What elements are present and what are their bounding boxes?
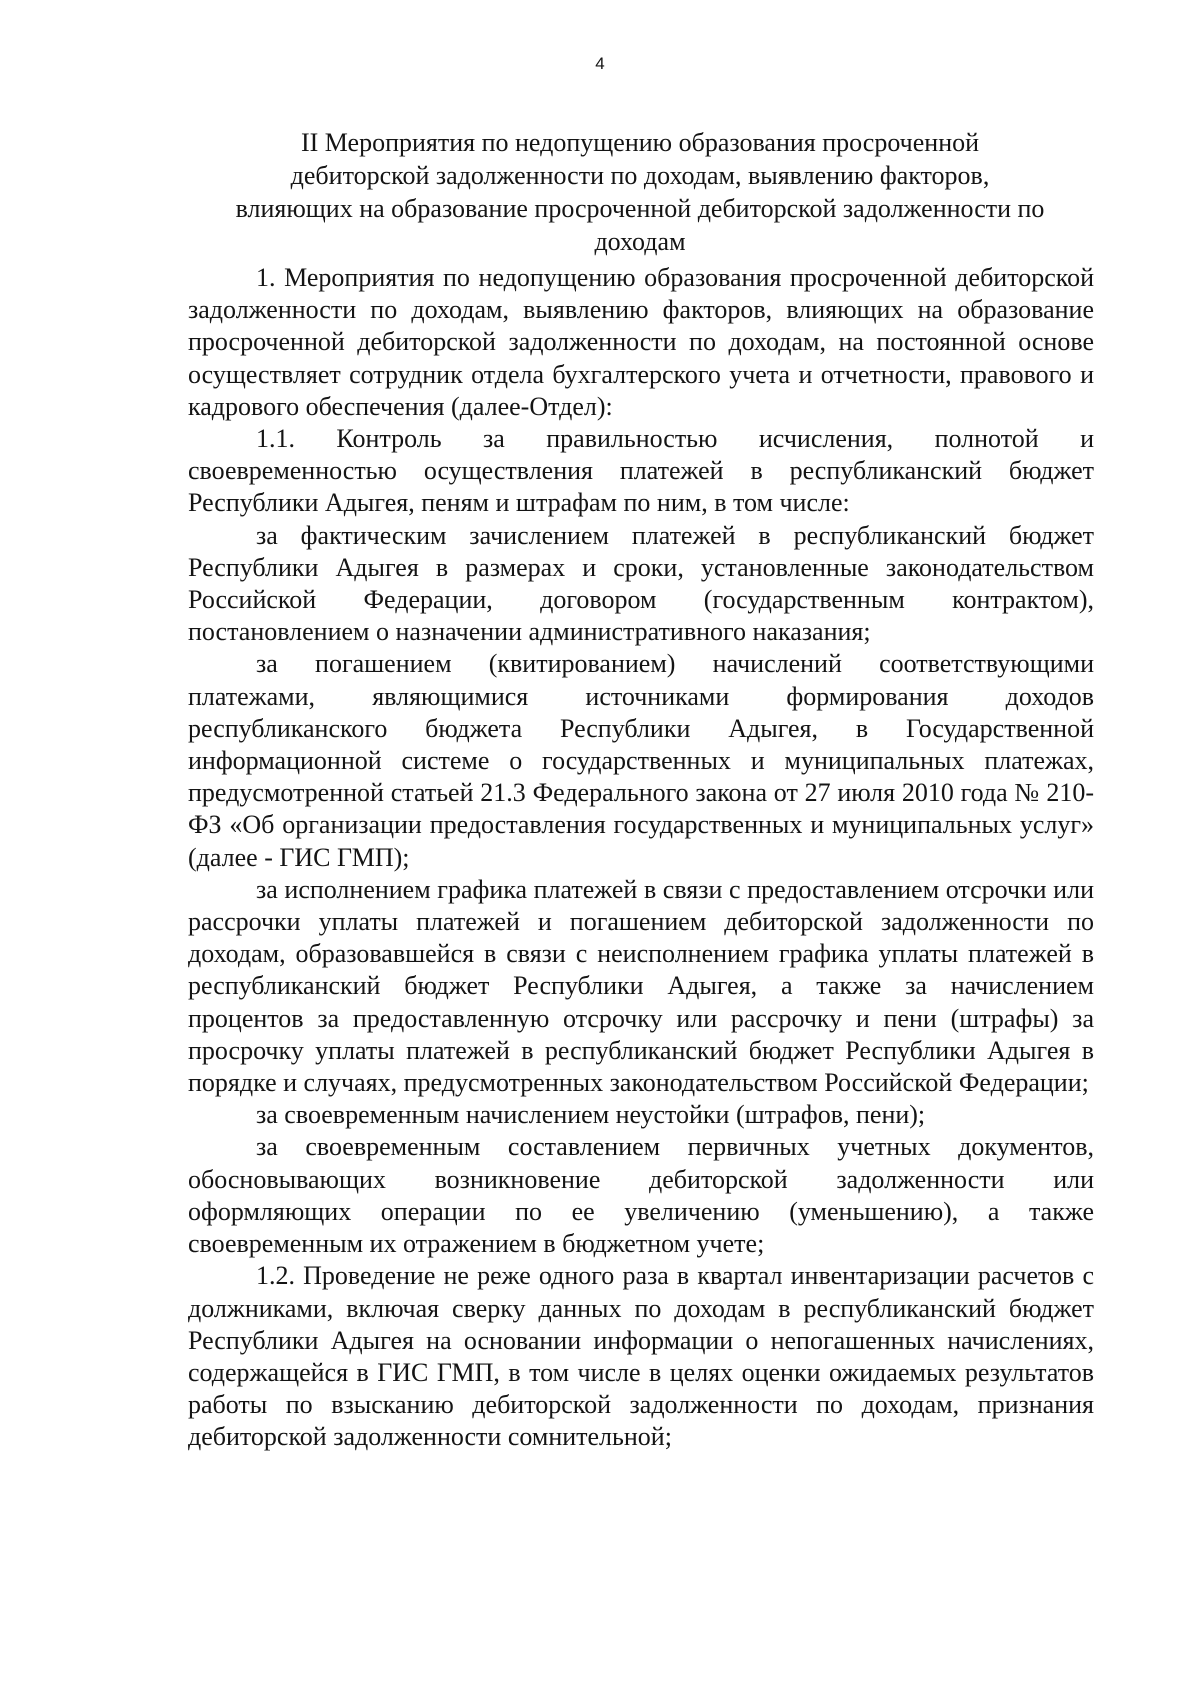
paragraph-penalties: за своевременным начислением неустойки (штрафов, пени); (256, 1100, 926, 1130)
section-title-line: II Мероприятия по недопущению образования просроченной (300, 128, 980, 157)
paragraph-item-1-2: 1.2. Проведение не реже одного раза в квартал инвентаризации расчетов с должниками, включая сверку данных по доходам в республиканский бюджет Республики Адыгея на основании информации о непогашенных начислениях, содержащейся в ГИС ГМП, в том числе в целях оценки ожидаемых результатов работы по взысканию дебиторской задолженности по доходам, признания дебиторской задолженности сомнительной; (188, 1261, 1094, 1452)
paragraph-repayment-gis-gmp: за погашением (квитированием) начислений соответствующими платежами, являющимися источниками формирования доходов республиканского бюджета Республики Адыгея, в Государственной информационной системе о государственных и муниципальных платежах, предусмотренной статьей 21.3 Федерального закона от 27 июля 2010 года № 210-ФЗ «Об организации предоставления государственных и муниципальных услуг» (далее - ГИС ГМП); (188, 649, 1094, 872)
paragraph-item-1: 1. Мероприятия по недопущению образования просроченной дебиторской задолженности по доходам, выявлению факторов, влияющих на образование просроченной дебиторской задолженности по доходам, на постоянной основе осуществляет сотрудник отдела бухгалтерского учета и отчетности, правового и кадрового обеспечения (далее-Отдел): (188, 263, 1094, 421)
paragraph-actual-crediting: за фактическим зачислением платежей в республиканский бюджет Республики Адыгея в размерах и сроки, установленные законодательством Российской Федерации, договором (государственным контрактом), постановлением о назначении административного наказания; (188, 520, 1094, 647)
section-title-line: доходам (594, 227, 686, 256)
section-title-line: влияющих на образование просроченной дебиторской задолженности по (235, 194, 1045, 223)
paragraph-payment-schedule: за исполнением графика платежей в связи с предоставлением отсрочки или рассрочки уплаты платежей и погашением дебиторской задолженности по доходам, образовавшейся в связи с неисполнением графика уплаты платежей в республиканский бюджет Республики Адыгея, а также за начислением процентов за предоставленную отсрочку или рассрочку и пени (штрафы) за просрочку уплаты платежей в республиканский бюджет Республики Адыгея в порядке и случаях, предусмотренных законодательством Российской Федерации; (188, 874, 1094, 1098)
paragraph-item-1-1: 1.1. Контроль за правильностью исчисления, полнотой и своевременностью осуществления платежей в республиканский бюджет Республики Адыгея, пеням и штрафам по ним, в том числе: (188, 424, 1094, 518)
page-number: 4 (595, 54, 605, 73)
section-title-line: дебиторской задолженности по доходам, выявлению факторов, (290, 161, 990, 190)
section-title (200, 126, 1080, 258)
document-body (188, 262, 1094, 1454)
paragraph-primary-documents: за своевременным составлением первичных учетных документов, обосновывающих возникновение дебиторской задолженности или оформляющих операции по ее увеличению (уменьшению), а также своевременным их отражением в бюджетном учете; (188, 1132, 1094, 1259)
